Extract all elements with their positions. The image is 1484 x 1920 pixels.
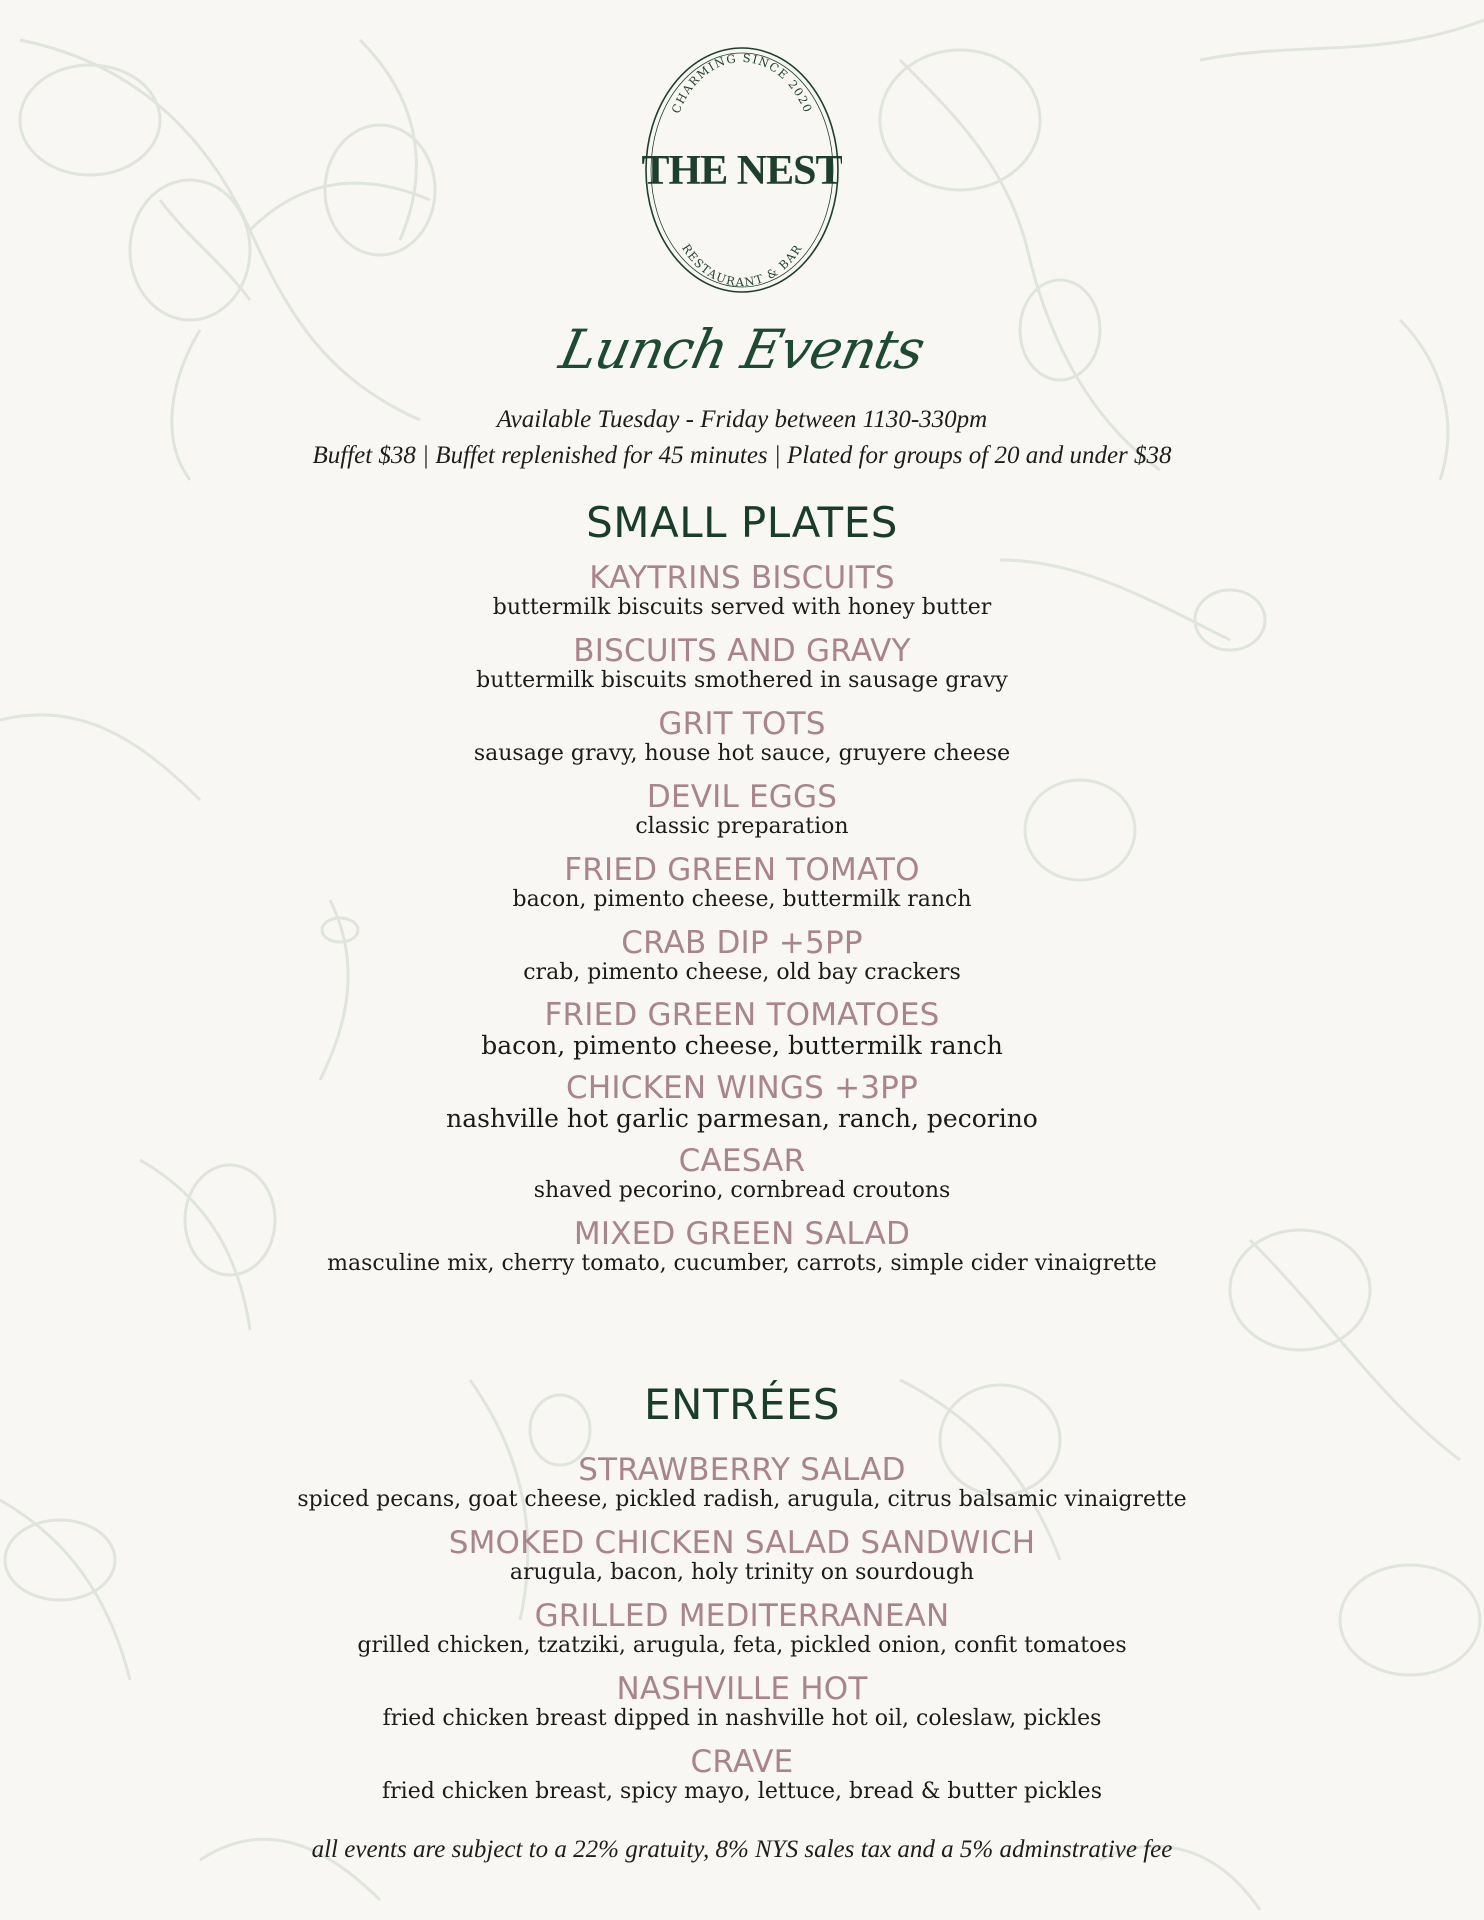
menu-item-description: fried chicken breast, spicy mayo, lettuce, bread & butter pickles xyxy=(382,1779,1102,1804)
availability-line-1: Available Tuesday - Friday between 1130-330pm xyxy=(496,406,988,433)
menu-item-description: bacon, pimento cheese, buttermilk ranch xyxy=(481,1031,1003,1060)
menu-item-description: sausage gravy, house hot sauce, gruyere cheese xyxy=(473,741,1011,766)
menu-item-description: classic preparation xyxy=(635,814,849,839)
menu-item xyxy=(0,707,1484,766)
menu-item xyxy=(0,853,1484,912)
logo-top-arc: CHARMING SINCE 2020 xyxy=(668,50,816,116)
menu-item-description: arugula, bacon, holy trinity on sourdough xyxy=(509,1560,975,1585)
menu-item-name: NASHVILLE HOT xyxy=(616,1671,868,1707)
small-plates-heading: SMALL PLATES xyxy=(586,498,898,547)
menu-item-name: SMOKED CHICKEN SALAD SANDWICH xyxy=(448,1525,1036,1561)
menu-item xyxy=(0,1071,1484,1133)
menu-item-description: masculine mix, cherry tomato, cucumber, carrots, simple cider vinaigrette xyxy=(327,1251,1157,1276)
menu-item-name: DEVIL EGGS xyxy=(646,779,838,815)
menu-item xyxy=(0,1453,1484,1512)
availability-line-2: Buffet $38 | Buffet replenished for 45 minutes | Plated for groups of 20 and under $38 xyxy=(312,442,1172,469)
page-title: Lunch Events xyxy=(554,318,930,381)
menu-item xyxy=(0,780,1484,839)
menu-item-description: shaved pecorino, cornbread croutons xyxy=(533,1178,951,1203)
menu-item xyxy=(0,1144,1484,1203)
menu-item xyxy=(0,1526,1484,1585)
svg-text:CHARMING SINCE 2020 xyxy=(669,51,816,116)
menu-item xyxy=(0,561,1484,620)
menu-item-description: nashville hot garlic parmesan, ranch, pecorino xyxy=(446,1104,1038,1133)
menu-item-name: CAESAR xyxy=(678,1143,806,1179)
menu-item xyxy=(0,1672,1484,1731)
menu-item-name: FRIED GREEN TOMATO xyxy=(564,852,920,888)
menu-item-name: CHICKEN WINGS +3PP xyxy=(566,1070,918,1106)
menu-item-description: fried chicken breast dipped in nashville hot oil, coleslaw, pickles xyxy=(382,1706,1102,1731)
menu-item-name: KAYTRINS BISCUITS xyxy=(589,560,895,596)
footnote: all events are subject to a 22% gratuity, 8% NYS sales tax and a 5% adminstrative fee xyxy=(311,1836,1173,1863)
menu-item-description: crab, pimento cheese, old bay crackers xyxy=(523,960,961,985)
menu-item-name: CRAB DIP +5PP xyxy=(621,925,863,961)
menu-item-name: FRIED GREEN TOMATOES xyxy=(544,997,940,1033)
menu-item-name: BISCUITS AND GRAVY xyxy=(573,633,911,669)
logo-bottom-arc: RESTAURANT & BAR xyxy=(679,241,805,290)
menu-item xyxy=(0,1745,1484,1804)
menu-item xyxy=(0,1217,1484,1276)
menu-item-description: spiced pecans, goat cheese, pickled radish, arugula, citrus balsamic vinaigrette xyxy=(297,1487,1187,1512)
menu-item xyxy=(0,926,1484,985)
menu-item-name: STRAWBERRY SALAD xyxy=(578,1452,906,1488)
menu-item-description: grilled chicken, tzatziki, arugula, feta, pickled onion, confit tomatoes xyxy=(357,1633,1127,1658)
menu-item-name: CRAVE xyxy=(690,1744,794,1780)
menu-item-name: GRILLED MEDITERRANEAN xyxy=(534,1598,950,1634)
restaurant-logo xyxy=(642,44,842,296)
svg-text:RESTAURANT & BAR xyxy=(679,241,805,289)
menu-item xyxy=(0,1599,1484,1658)
entrees-heading: ENTRÉES xyxy=(643,1380,841,1429)
menu-item xyxy=(0,998,1484,1060)
menu-item-description: bacon, pimento cheese, buttermilk ranch xyxy=(512,887,972,912)
menu-item xyxy=(0,634,1484,693)
menu-item-description: buttermilk biscuits served with honey butter xyxy=(492,595,992,620)
menu-item-name: MIXED GREEN SALAD xyxy=(573,1216,911,1252)
logo-name: THE NEST xyxy=(642,148,842,194)
menu-item-name: GRIT TOTS xyxy=(658,706,826,742)
menu-item-description: buttermilk biscuits smothered in sausage gravy xyxy=(476,668,1008,693)
